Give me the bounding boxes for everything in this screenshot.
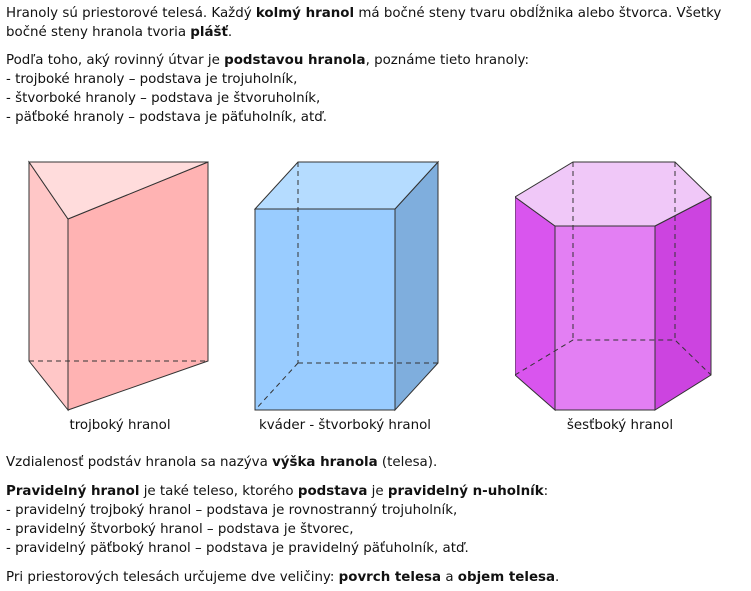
types-item: - trojboké hranoly – podstava je trojuholník, [6,72,298,87]
height-paragraph: Vzdialenosť podstáv hranola sa nazýva výška hranola (telesa). [6,455,438,470]
triangular-prism-figure [20,155,220,417]
regular-prism-paragraph [6,482,745,558]
regular-item: - pravidelný štvorboký hranol – podstava je štvorec, [6,522,354,537]
types-item: - štvorboké hranoly – podstava je štvoruholník, [6,91,321,106]
intro-line-1: Hranoly sú priestorové telesá. Každý kolmý hranol má bočné steny tvaru obdĺžnika alebo štvorca. Všetky [6,6,722,21]
regular-heading-line: Pravidelný hranol je také teleso, ktorého podstava je pravidelný n-uholník: [6,484,549,499]
caption-triangular-prism: trojboký hranol [69,418,171,433]
types-item: - päťboké hranoly – podstava je päťuholník, atď. [6,110,327,125]
caption-hexagonal-prism: šesťboký hranol [566,418,674,433]
cuboid-front-face [255,209,395,410]
quantities-paragraph: Pri priestorových telesách určujeme dve veličiny: povrch telesa a objem telesa. [6,570,560,585]
caption-cuboid: kváder - štvorboký hranol [258,418,432,433]
regular-item: - pravidelný trojboký hranol – podstava je rovnostranný trojuholník, [6,503,458,518]
cuboid-figure [245,155,445,417]
hexagonal-prism-figure [515,155,715,417]
hexagonal-prism-left-face [515,197,555,410]
hexagonal-prism-right-face [655,197,711,410]
types-paragraph [6,51,745,127]
intro-paragraph [6,4,745,42]
hexagonal-prism-front-face [555,226,655,410]
regular-item: - pravidelný päťboký hranol – podstava je pravidelný päťuholník, atď. [6,541,469,556]
intro-line-2: bočné steny hranola tvoria plášť. [6,25,233,40]
types-heading-line: Podľa toho, aký rovinný útvar je podstavou hranola, poznáme tieto hranoly: [6,53,529,68]
